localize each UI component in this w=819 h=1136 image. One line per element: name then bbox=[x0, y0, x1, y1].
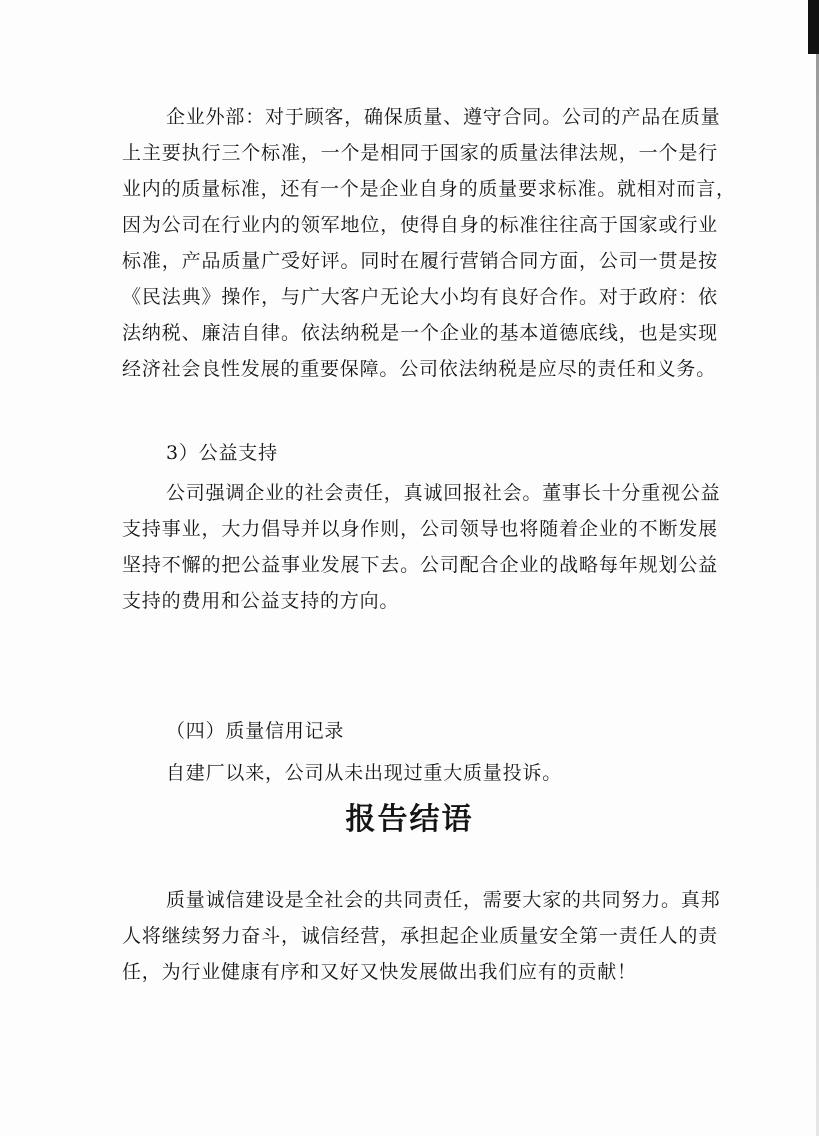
paragraph-line: 企业外部：对于顾客，确保质量、遵守合同。公司的产品在质量 bbox=[166, 106, 721, 128]
external-responsibility-paragraph bbox=[122, 99, 736, 387]
scan-edge-mark bbox=[808, 0, 819, 54]
paragraph-line: 质量诚信建设是全社会的共同责任，需要大家的共同努力。真邦 bbox=[166, 889, 721, 911]
paragraph-line: 上主要执行三个标准，一个是相同于国家的质量法律法规，一个是行 bbox=[122, 142, 718, 164]
public-welfare-paragraph bbox=[122, 475, 721, 619]
paragraph-line: 标准，产品质量广受好评。同时在履行营销合同方面，公司一贯是按 bbox=[122, 250, 718, 272]
paragraph-line: 业内的质量标准，还有一个是企业自身的质量要求标准。就相对而言， bbox=[122, 178, 736, 200]
section-heading-quality-credit: （四）质量信用记录 bbox=[166, 720, 345, 742]
paragraph-line: 法纳税、廉洁自律。依法纳税是一个企业的基本道德底线，也是实现 bbox=[122, 322, 718, 344]
paragraph-line: 《民法典》操作，与广大客户无论大小均有良好合作。对于政府：依 bbox=[122, 286, 718, 308]
paragraph-line: 支持事业，大力倡导并以身作则，公司领导也将随着企业的不断发展 bbox=[122, 518, 718, 540]
paragraph-line: 坚持不懈的把公益事业发展下去。公司配合企业的战略每年规划公益 bbox=[122, 554, 718, 576]
paragraph-line: 支持的费用和公益支持的方向。 bbox=[122, 590, 400, 612]
paragraph-line: 人将继续努力奋斗，诚信经营，承担起企业质量安全第一责任人的责 bbox=[122, 925, 718, 947]
conclusion-title: 报告结语 bbox=[345, 802, 474, 837]
paragraph-line: 因为公司在行业内的领军地位，使得自身的标准往往高于国家或行业 bbox=[122, 214, 718, 236]
quality-credit-text: 自建厂以来，公司从未出现过重大质量投诉。 bbox=[166, 762, 563, 784]
paragraph-line: 任，为行业健康有序和又好又快发展做出我们应有的贡献！ bbox=[122, 961, 637, 983]
paragraph-line: 经济社会良性发展的重要保障。公司依法纳税是应尽的责任和义务。 bbox=[122, 358, 717, 380]
paragraph-line: 公司强调企业的社会责任，真诚回报社会。董事长十分重视公益 bbox=[166, 482, 721, 504]
conclusion-paragraph bbox=[122, 882, 721, 990]
section-heading-public-welfare: 3）公益支持 bbox=[166, 442, 278, 464]
